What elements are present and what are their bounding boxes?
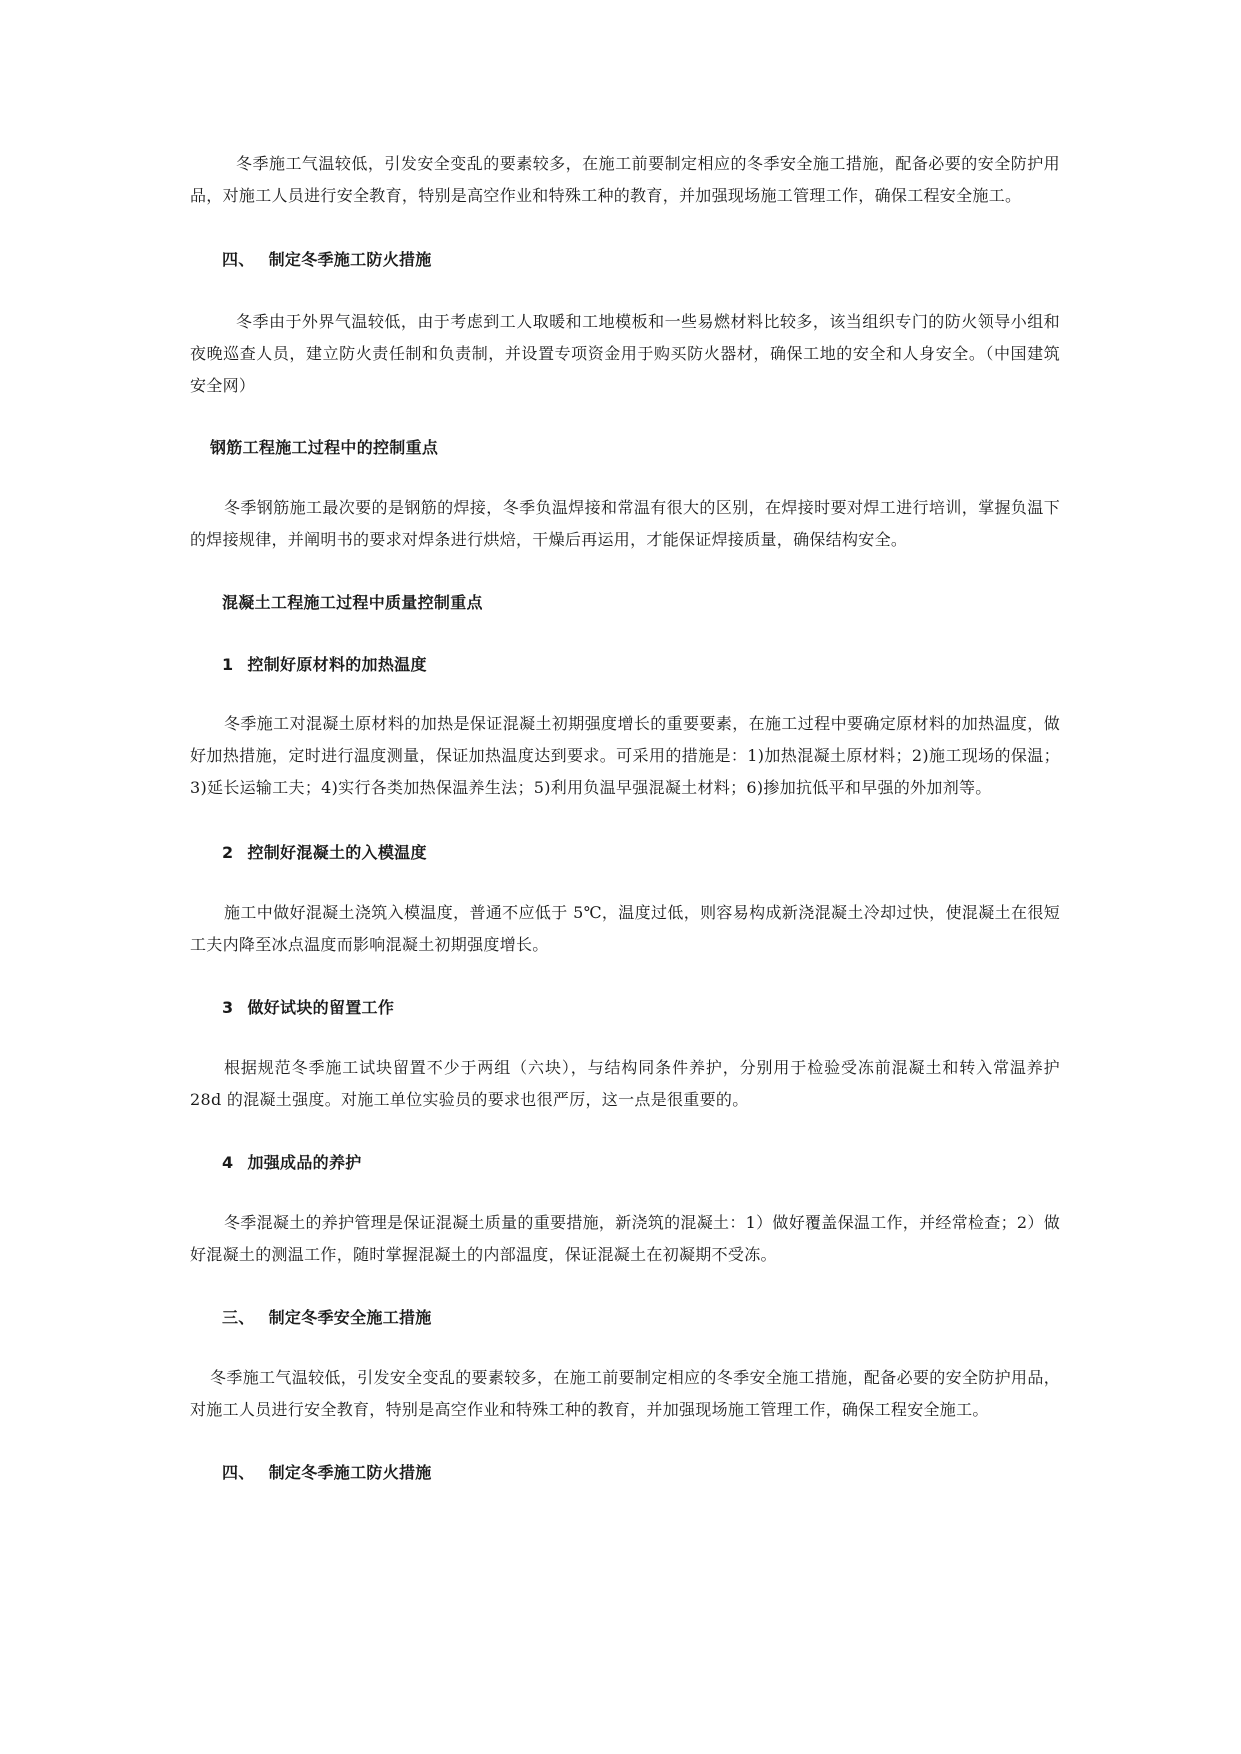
- heading-title: 加强成品的养护: [247, 1153, 362, 1172]
- heading-test-blocks: [222, 996, 1062, 1020]
- heading-number: 四、: [222, 1463, 255, 1482]
- heading-title: 钢筋工程施工过程中的控制重点: [210, 438, 439, 457]
- paragraph-test-blocks: 根据规范冬季施工试块留置不少于两组（六块），与结构同条件养护，分别用于检验受冻前混凝土和转入常温养护 28d 的混凝土强度。对施工单位实验员的要求也很严厉，这一点是很重要的。: [190, 1058, 1060, 1109]
- heading-pour-temperature: [222, 841, 1062, 865]
- heading-fire-prevention-repeat: [222, 1461, 1062, 1485]
- heading-number: 1: [222, 655, 234, 674]
- paragraph-rebar-welding: 冬季钢筋施工最次要的是钢筋的焊接，冬季负温焊接和常温有很大的区别，在焊接时要对焊工进行培训，掌握负温下的焊接规律，并阐明书的要求对焊条进行烘焙，干燥后再运用，才能保证焊接质量，确保结构安全。: [190, 498, 1060, 549]
- heading-number: 四、: [222, 250, 255, 269]
- paragraph-raw-material-heating: 冬季施工对混凝土原材料的加热是保证混凝土初期强度增长的重要要素，在施工过程中要确定原材料的加热温度，做好加热措施，定时进行温度测量，保证加热温度达到要求。可采用的措施是：1)加热混凝土原材料；2)施工现场的保温；3)延长运输工夫；4)实行各类加热保温养生法；5)利用负温早强混凝土材料；6)掺加抗低平和早强的外加剂等。: [190, 714, 1060, 797]
- heading-title: 制定冬季施工防火措施: [268, 1463, 432, 1482]
- heading-safety-measures: [222, 1306, 1062, 1330]
- heading-title: 混凝土工程施工过程中质量控制重点: [222, 593, 483, 612]
- paragraph-safety-intro: 冬季施工气温较低，引发安全变乱的要素较多，在施工前要制定相应的冬季安全施工措施，配备必要的安全防护用品，对施工人员进行安全教育，特别是高空作业和特殊工种的教育，并加强现场施工管理工作，确保工程安全施工。: [190, 154, 1060, 205]
- heading-number: 3: [222, 998, 234, 1017]
- heading-number: 三、: [222, 1308, 255, 1327]
- heading-rebar-control: [210, 436, 1060, 460]
- heading-title: 控制好原材料的加热温度: [247, 655, 427, 674]
- paragraph-curing: 冬季混凝土的养护管理是保证混凝土质量的重要措施，新浇筑的混凝土：1）做好覆盖保温工作，并经常检查；2）做好混凝土的测温工作，随时掌握混凝土的内部温度，保证混凝土在初凝期不受冻。: [190, 1213, 1060, 1264]
- heading-fire-prevention: [222, 248, 1062, 272]
- paragraph-safety-measures: 冬季施工气温较低，引发安全变乱的要素较多，在施工前要制定相应的冬季安全施工措施，配备必要的安全防护用品，对施工人员进行安全教育，特别是高空作业和特殊工种的教育，并加强现场施工管理工作，确保工程安全施工。: [190, 1368, 1060, 1419]
- heading-raw-material-heating: [222, 653, 1062, 677]
- paragraph-fire-prevention: 冬季由于外界气温较低，由于考虑到工人取暖和工地模板和一些易燃材料比较多，该当组织专门的防火领导小组和夜晚巡查人员，建立防火责任制和负责制，并设置专项资金用于购买防火器材，确保工地的安全和人身安全。（中国建筑安全网）: [190, 312, 1060, 395]
- heading-number: 2: [222, 843, 234, 862]
- heading-concrete-quality: [222, 591, 1062, 615]
- heading-number: 4: [222, 1153, 234, 1172]
- heading-title: 控制好混凝土的入模温度: [247, 843, 427, 862]
- paragraph-pour-temperature: 施工中做好混凝土浇筑入模温度，普通不应低于 5℃，温度过低，则容易构成新浇混凝土冷却过快，使混凝土在很短工夫内降至冰点温度而影响混凝土初期强度增长。: [190, 903, 1060, 954]
- heading-curing: [222, 1151, 1062, 1175]
- heading-title: 做好试块的留置工作: [247, 998, 395, 1017]
- heading-title: 制定冬季安全施工措施: [268, 1308, 432, 1327]
- heading-title: 制定冬季施工防火措施: [268, 250, 432, 269]
